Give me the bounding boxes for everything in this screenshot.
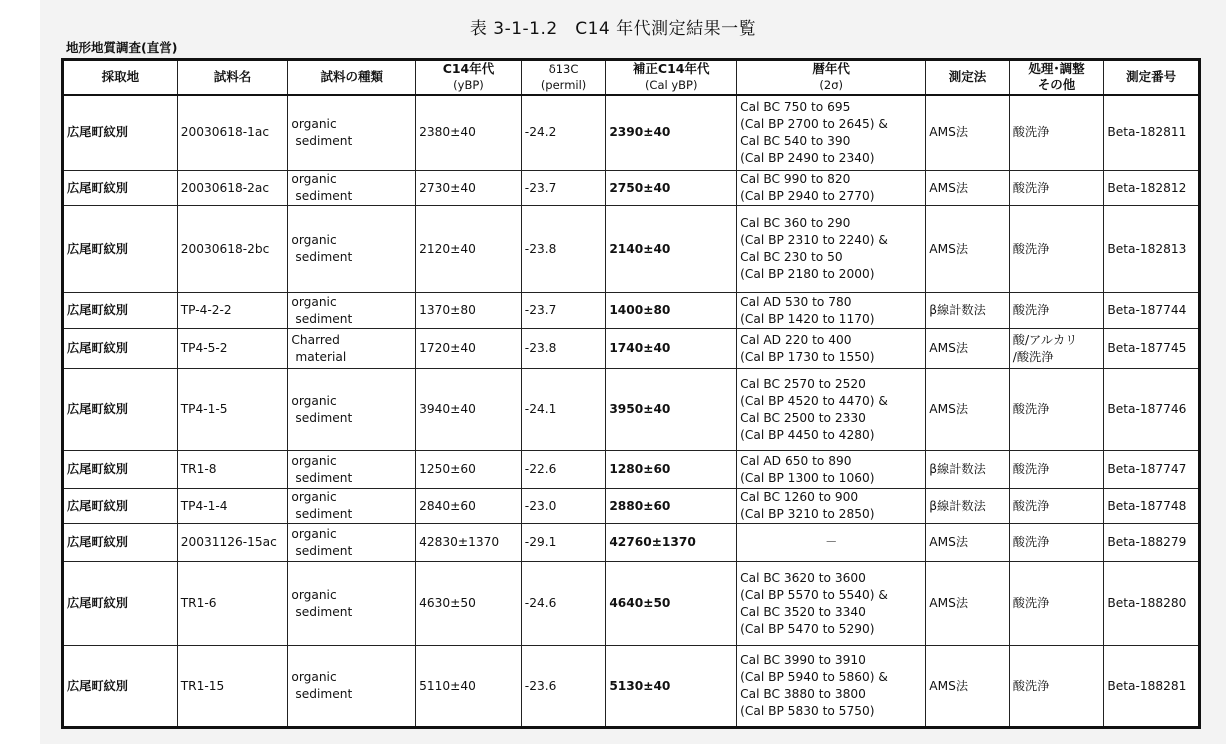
cell-location: 広尾町紋別: [63, 95, 178, 171]
sample-type-line: organic: [291, 526, 337, 541]
calendar-age-line: Cal BC 1260 to 900: [740, 490, 859, 504]
sample-type-line: sediment: [295, 687, 353, 701]
calendar-age-line: (Cal BP 2490 to 2340): [740, 150, 875, 165]
calendar-age-line: (Cal BP 5940 to 5860) &: [740, 670, 888, 684]
calendar-age-line: (Cal BP 2940 to 2770): [740, 189, 875, 203]
cell-corrected-age: 4640±50: [606, 562, 737, 646]
calendar-age-line: Cal BC 3520 to 3340: [740, 604, 866, 619]
calendar-age-line: (Cal BP 2310 to 2240) &: [740, 233, 888, 247]
sample-type-line: sediment: [295, 133, 353, 148]
treatment-line: 酸洗浄: [1012, 241, 1050, 256]
header-row: [63, 60, 1200, 95]
cell-calendar-age: [737, 329, 926, 369]
cell-method: AMS法: [926, 369, 1010, 451]
cell-sample-name: TR1-8: [177, 451, 288, 489]
cell-method: AMS法: [926, 171, 1010, 206]
calendar-age-line: Cal BC 2570 to 2520: [740, 376, 866, 391]
cell-delta13c: -24.6: [521, 562, 606, 646]
sample-type-line: sediment: [295, 604, 353, 619]
sample-type-line: sediment: [295, 507, 353, 521]
sample-type-line: organic: [291, 116, 337, 131]
cell-location: 広尾町紋別: [63, 206, 178, 293]
calendar-age-line: Cal BC 3880 to 3800: [740, 687, 866, 701]
cell-delta13c: -23.0: [521, 489, 606, 524]
cell-sample-name: 20030618-2ac: [177, 171, 288, 206]
cell-corrected-age: 5130±40: [606, 646, 737, 728]
cell-c14-age: 1370±80: [416, 293, 522, 329]
cell-sample-type: [288, 171, 416, 206]
treatment-line: 酸洗浄: [1012, 678, 1050, 693]
sample-type-line: sediment: [295, 410, 353, 425]
cell-treatment: [1009, 646, 1104, 728]
calendar-age-line: Cal BC 3620 to 3600: [740, 570, 866, 585]
cell-measurement-number: Beta-187745: [1104, 329, 1200, 369]
cell-sample-type: [288, 451, 416, 489]
cell-c14-age: 2730±40: [416, 171, 522, 206]
cell-treatment: [1009, 293, 1104, 329]
cell-sample-name: TR1-15: [177, 646, 288, 728]
cell-delta13c: -22.6: [521, 451, 606, 489]
header-d13c-label: δ13C: [548, 62, 579, 77]
cell-location: 広尾町紋別: [63, 171, 178, 206]
cell-sample-type: [288, 524, 416, 562]
cell-treatment: [1009, 524, 1104, 562]
treatment-line: 酸洗浄: [1012, 596, 1050, 610]
cell-corrected-age: 2140±40: [606, 206, 737, 293]
table-row: [63, 171, 1200, 206]
table-row: [63, 369, 1200, 451]
cell-calendar-age: [737, 293, 926, 329]
cell-sample-name: TP4-1-5: [177, 369, 288, 451]
cell-calendar-age: [737, 171, 926, 206]
cell-method: β線計数法: [926, 293, 1010, 329]
header-location: 採取地: [63, 60, 178, 95]
c14-results-table: [61, 58, 1201, 729]
treatment-line: 酸洗浄: [1012, 462, 1050, 476]
sample-type-line: sediment: [295, 543, 353, 558]
calendar-age-line: (Cal BP 1300 to 1060): [740, 470, 875, 485]
table-subtitle: 地形地質調査(直営): [66, 40, 178, 55]
cell-sample-type: [288, 646, 416, 728]
cell-calendar-age: [737, 524, 926, 562]
table-row: [63, 489, 1200, 524]
cell-c14-age: 2120±40: [416, 206, 522, 293]
treatment-line: 酸洗浄: [1012, 402, 1050, 416]
header-type: 試料の種類: [288, 60, 416, 95]
cell-c14-age: 2380±40: [416, 95, 522, 171]
cell-method: AMS法: [926, 95, 1010, 171]
cell-measurement-number: Beta-187746: [1104, 369, 1200, 451]
cell-corrected-age: 3950±40: [606, 369, 737, 451]
header-d13c: [521, 60, 606, 95]
cell-calendar-age: [737, 646, 926, 728]
header-treatment-label: 処理･調整: [1028, 61, 1085, 77]
cell-location: 広尾町紋別: [63, 369, 178, 451]
cell-treatment: [1009, 562, 1104, 646]
cell-location: 広尾町紋別: [63, 562, 178, 646]
cell-c14-age: 42830±1370: [416, 524, 522, 562]
calendar-age-line: (Cal BP 2700 to 2645) &: [740, 116, 888, 131]
header-calendar-unit: (2σ): [819, 78, 843, 93]
cell-c14-age: 5110±40: [416, 646, 522, 728]
treatment-line: 酸洗浄: [1012, 180, 1050, 195]
sample-type-line: material: [295, 349, 347, 364]
cell-sample-type: [288, 206, 416, 293]
calendar-age-line: (Cal BP 4450 to 4280): [740, 427, 875, 442]
cell-measurement-number: Beta-188281: [1104, 646, 1200, 728]
cell-treatment: [1009, 329, 1104, 369]
cell-location: 広尾町紋別: [63, 646, 178, 728]
cell-c14-age: 4630±50: [416, 562, 522, 646]
cell-treatment: [1009, 206, 1104, 293]
treatment-line: 酸洗浄: [1012, 125, 1050, 140]
sample-type-line: sediment: [295, 250, 353, 264]
calendar-age-line: (Cal BP 3210 to 2850): [740, 507, 875, 521]
treatment-line: 酸洗浄: [1012, 303, 1050, 317]
calendar-age-line: Cal BC 230 to 50: [740, 250, 843, 264]
cell-c14-age: 1250±60: [416, 451, 522, 489]
header-calendar: [737, 60, 926, 95]
calendar-age-line: (Cal BP 2180 to 2000): [740, 267, 875, 281]
calendar-age-line: Cal BC 2500 to 2330: [740, 410, 866, 425]
calendar-age-line: (Cal BP 1420 to 1170): [740, 311, 875, 326]
cell-method: AMS法: [926, 646, 1010, 728]
cell-treatment: [1009, 369, 1104, 451]
cell-corrected-age: 2390±40: [606, 95, 737, 171]
table-row: [63, 451, 1200, 489]
cell-c14-age: 3940±40: [416, 369, 522, 451]
cell-measurement-number: Beta-188280: [1104, 562, 1200, 646]
cell-sample-name: TP4-5-2: [177, 329, 288, 369]
table-row: [63, 293, 1200, 329]
cell-delta13c: -23.7: [521, 171, 606, 206]
cell-measurement-number: Beta-188279: [1104, 524, 1200, 562]
cell-corrected-age: 1400±80: [606, 293, 737, 329]
cell-method: AMS法: [926, 562, 1010, 646]
header-method: 測定法: [926, 60, 1010, 95]
calendar-age-line: Cal BC 3990 to 3910: [740, 653, 866, 667]
cell-calendar-age: [737, 206, 926, 293]
cell-treatment: [1009, 489, 1104, 524]
cell-c14-age: 2840±60: [416, 489, 522, 524]
table-row: [63, 329, 1200, 369]
cell-measurement-number: Beta-182812: [1104, 171, 1200, 206]
cell-method: AMS法: [926, 329, 1010, 369]
cell-method: β線計数法: [926, 451, 1010, 489]
cell-corrected-age: 1740±40: [606, 329, 737, 369]
header-treatment: [1009, 60, 1104, 95]
cell-corrected-age: 42760±1370: [606, 524, 737, 562]
cell-sample-type: [288, 95, 416, 171]
cell-calendar-age: [737, 562, 926, 646]
cell-sample-name: TP4-1-4: [177, 489, 288, 524]
sample-type-line: organic: [291, 587, 337, 602]
cell-treatment: [1009, 171, 1104, 206]
header-corrected: [606, 60, 737, 95]
cell-sample-name: 20030618-1ac: [177, 95, 288, 171]
calendar-age-line: Cal BC 990 to 820: [740, 172, 851, 186]
cell-treatment: [1009, 451, 1104, 489]
cell-sample-name: TP-4-2-2: [177, 293, 288, 329]
calendar-age-line: Cal BC 360 to 290: [740, 216, 851, 230]
calendar-age-line: (Cal BP 5830 to 5750): [740, 704, 875, 718]
cell-location: 広尾町紋別: [63, 329, 178, 369]
sample-type-line: organic: [291, 294, 337, 309]
header-corrected-unit: (Cal yBP): [644, 78, 698, 93]
cell-measurement-number: Beta-182811: [1104, 95, 1200, 171]
cell-location: 広尾町紋別: [63, 489, 178, 524]
table-row: [63, 646, 1200, 728]
cell-location: 広尾町紋別: [63, 524, 178, 562]
header-calendar-label: 暦年代: [812, 61, 850, 77]
cell-delta13c: -23.6: [521, 646, 606, 728]
cell-method: AMS法: [926, 206, 1010, 293]
cell-delta13c: -23.8: [521, 206, 606, 293]
cell-corrected-age: 1280±60: [606, 451, 737, 489]
header-corrected-label: 補正C14年代: [632, 61, 710, 77]
header-number: 測定番号: [1104, 60, 1200, 95]
cell-measurement-number: Beta-187747: [1104, 451, 1200, 489]
header-c14: [416, 60, 522, 95]
sample-type-line: organic: [291, 233, 337, 247]
calendar-age-line: (Cal BP 5470 to 5290): [740, 621, 875, 636]
cell-sample-name: 20031126-15ac: [177, 524, 288, 562]
header-treatment-label-2: その他: [1037, 77, 1076, 93]
cell-delta13c: -29.1: [521, 524, 606, 562]
cell-sample-type: [288, 562, 416, 646]
treatment-line: /酸洗浄: [1012, 349, 1054, 364]
calendar-age-line: Cal BC 540 to 390: [740, 133, 851, 148]
cell-measurement-number: Beta-187744: [1104, 293, 1200, 329]
sample-type-line: sediment: [295, 470, 353, 485]
table-title: 表 3-1-1.2 C14 年代測定結果一覧: [469, 19, 757, 39]
sample-type-line: organic: [291, 490, 337, 504]
treatment-line: 酸/アルカリ: [1012, 332, 1078, 347]
treatment-line: 酸洗浄: [1012, 535, 1050, 549]
table-row: [63, 562, 1200, 646]
calendar-age-line: Cal AD 650 to 890: [740, 453, 852, 468]
cell-method: β線計数法: [926, 489, 1010, 524]
cell-sample-type: [288, 293, 416, 329]
calendar-age-line: Cal AD 220 to 400: [740, 332, 852, 347]
cell-delta13c: -23.7: [521, 293, 606, 329]
sample-type-line: organic: [291, 453, 337, 468]
cell-treatment: [1009, 95, 1104, 171]
sample-type-line: Charred: [291, 332, 340, 347]
cell-calendar-age: [737, 369, 926, 451]
cell-measurement-number: Beta-187748: [1104, 489, 1200, 524]
treatment-line: 酸洗浄: [1012, 498, 1050, 513]
cell-delta13c: -24.1: [521, 369, 606, 451]
header-d13c-unit: (permil): [540, 78, 587, 93]
calendar-age-line: Cal AD 530 to 780: [740, 294, 852, 309]
calendar-age-line: (Cal BP 1730 to 1550): [740, 349, 875, 364]
sample-type-line: sediment: [295, 311, 353, 326]
cell-method: AMS法: [926, 524, 1010, 562]
cell-sample-name: TR1-6: [177, 562, 288, 646]
sample-type-line: organic: [291, 393, 337, 408]
cell-measurement-number: Beta-182813: [1104, 206, 1200, 293]
calendar-age-line: Cal BC 750 to 695: [740, 99, 851, 114]
cell-c14-age: 1720±40: [416, 329, 522, 369]
cell-calendar-age: [737, 489, 926, 524]
table-row: [63, 206, 1200, 293]
header-c14-unit: (yBP): [453, 78, 484, 93]
calendar-age-line: (Cal BP 5570 to 5540) &: [740, 587, 888, 602]
table-row: [63, 95, 1200, 171]
calendar-age-line: (Cal BP 4520 to 4470) &: [740, 393, 888, 408]
cell-calendar-age: [737, 451, 926, 489]
cell-location: 広尾町紋別: [63, 293, 178, 329]
header-c14-label: C14年代: [442, 61, 495, 77]
sample-type-line: organic: [291, 172, 337, 186]
table-row: [63, 524, 1200, 562]
cell-sample-type: [288, 329, 416, 369]
cell-corrected-age: 2880±60: [606, 489, 737, 524]
cell-location: 広尾町紋別: [63, 451, 178, 489]
cell-delta13c: -23.8: [521, 329, 606, 369]
cell-sample-type: [288, 369, 416, 451]
cell-corrected-age: 2750±40: [606, 171, 737, 206]
sample-type-line: sediment: [295, 189, 353, 203]
cell-sample-name: 20030618-2bc: [177, 206, 288, 293]
sample-type-line: organic: [291, 670, 337, 684]
calendar-age-line: －: [825, 535, 838, 549]
header-sample: 試料名: [177, 60, 288, 95]
cell-delta13c: -24.2: [521, 95, 606, 171]
cell-calendar-age: [737, 95, 926, 171]
cell-sample-type: [288, 489, 416, 524]
